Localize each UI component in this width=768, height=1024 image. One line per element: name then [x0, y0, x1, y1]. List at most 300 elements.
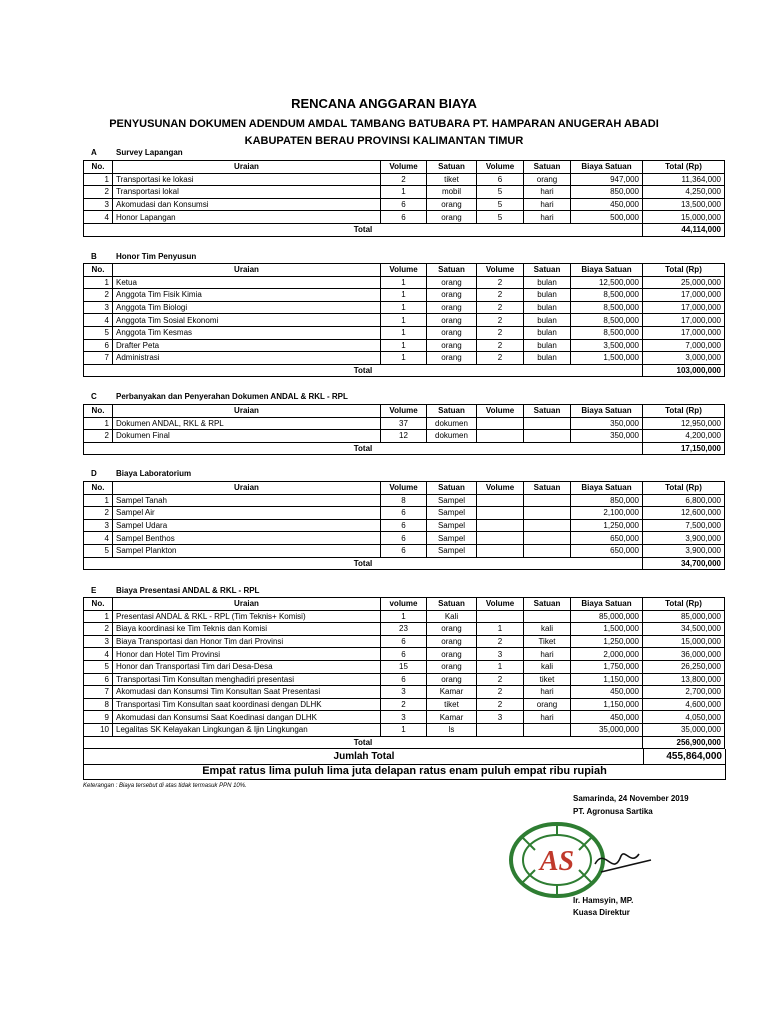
- table-row: [84, 648, 725, 661]
- document-subtitle-project: PENYUSUNAN DOKUMEN ADENDUM AMDAL TAMBANG BATUBARA PT. HAMPARAN ANUGERAH ABADI: [109, 118, 659, 130]
- table-cell: Dokumen Final: [113, 430, 381, 443]
- amount-in-words: Empat ratus lima puluh lima juta delapan ratus enam puluh empat ribu rupiah: [83, 764, 726, 780]
- table-cell: orang: [524, 698, 571, 711]
- table-cell: Sampel Benthos: [113, 532, 381, 545]
- table-row: [84, 635, 725, 648]
- table-cell: 1,500,000: [571, 623, 643, 636]
- table-cell: 6: [381, 673, 427, 686]
- table-cell: bulan: [524, 352, 571, 365]
- section-heading: [91, 252, 691, 262]
- column-header: Biaya Satuan: [571, 482, 643, 495]
- table-cell: 450,000: [571, 686, 643, 699]
- table-cell: 6: [84, 339, 113, 352]
- table-cell: Sampel: [427, 532, 477, 545]
- section-total-label: Total: [84, 442, 643, 455]
- column-header: Satuan: [524, 405, 571, 418]
- table-cell: 350,000: [571, 430, 643, 443]
- table-cell: 3,900,000: [643, 544, 725, 557]
- table-cell: Anggota Tim Biologi: [113, 301, 381, 314]
- table-cell: 1: [84, 494, 113, 507]
- table-cell: 85,000,000: [571, 610, 643, 623]
- table-cell: [524, 610, 571, 623]
- column-header: Total (Rp): [643, 482, 725, 495]
- budget-table: [83, 481, 725, 570]
- table-cell: 3: [477, 648, 524, 661]
- section-total-label: Total: [84, 223, 643, 236]
- table-cell: orang: [427, 623, 477, 636]
- section-title: Biaya Laboratorium: [116, 469, 192, 478]
- section-letter: A: [91, 148, 97, 157]
- table-cell: 13,800,000: [643, 673, 725, 686]
- table-cell: 5: [477, 198, 524, 211]
- table-cell: 650,000: [571, 532, 643, 545]
- table-cell: 15,000,000: [643, 211, 725, 224]
- section-total-value: 17,150,000: [643, 442, 725, 455]
- table-cell: 4: [84, 314, 113, 327]
- table-cell: 2: [381, 173, 427, 186]
- table-cell: 1: [381, 339, 427, 352]
- column-header: Uraian: [113, 161, 381, 174]
- table-cell: 7: [84, 352, 113, 365]
- table-row: [84, 173, 725, 186]
- table-cell: orang: [427, 301, 477, 314]
- table-row: [84, 301, 725, 314]
- table-row: [84, 289, 725, 302]
- table-cell: tiket: [427, 173, 477, 186]
- table-cell: 4,050,000: [643, 711, 725, 724]
- table-cell: orang: [427, 289, 477, 302]
- table-cell: Anggota Tim Sosial Ekonomi: [113, 314, 381, 327]
- table-cell: Dokumen ANDAL, RKL & RPL: [113, 417, 381, 430]
- table-cell: 1: [381, 723, 427, 736]
- table-cell: 350,000: [571, 417, 643, 430]
- table-cell: 34,500,000: [643, 623, 725, 636]
- table-cell: 8,500,000: [571, 314, 643, 327]
- column-header: Uraian: [113, 405, 381, 418]
- section-heading: [91, 586, 691, 596]
- section-title: Perbanyakan dan Penyerahan Dokumen ANDAL & RKL - RPL: [116, 392, 348, 401]
- table-cell: 8: [84, 698, 113, 711]
- table-row: [84, 544, 725, 557]
- table-cell: orang: [427, 326, 477, 339]
- column-header: Volume: [381, 264, 427, 277]
- column-header: Volume: [381, 161, 427, 174]
- column-header: Volume: [477, 405, 524, 418]
- table-cell: 13,500,000: [643, 198, 725, 211]
- table-cell: [477, 494, 524, 507]
- table-row: [84, 276, 725, 289]
- table-cell: 12,500,000: [571, 276, 643, 289]
- table-cell: 1: [84, 276, 113, 289]
- table-cell: 5: [84, 660, 113, 673]
- table-cell: Anggota Tim Fisik Kimia: [113, 289, 381, 302]
- table-cell: 3: [84, 301, 113, 314]
- table-cell: 3: [84, 635, 113, 648]
- table-cell: orang: [427, 211, 477, 224]
- table-cell: 2: [477, 698, 524, 711]
- table-header-row: [84, 405, 725, 418]
- table-cell: 35,000,000: [571, 723, 643, 736]
- column-header: No.: [84, 161, 113, 174]
- table-cell: 2,100,000: [571, 507, 643, 520]
- table-cell: [524, 507, 571, 520]
- table-cell: Transportasi lokal: [113, 186, 381, 199]
- table-cell: orang: [427, 198, 477, 211]
- table-row: [84, 430, 725, 443]
- table-cell: Ketua: [113, 276, 381, 289]
- section-total-row: [84, 736, 725, 749]
- table-row: [84, 211, 725, 224]
- table-cell: Honor dan Hotel Tim Provinsi: [113, 648, 381, 661]
- table-cell: 85,000,000: [643, 610, 725, 623]
- svg-text:AS: AS: [539, 846, 575, 877]
- budget-table: [83, 597, 725, 749]
- table-cell: 23: [381, 623, 427, 636]
- table-cell: 26,250,000: [643, 660, 725, 673]
- section-title: Survey Lapangan: [116, 148, 183, 157]
- grand-total-label: Jumlah Total: [333, 751, 395, 762]
- table-cell: orang: [427, 276, 477, 289]
- table-cell: 450,000: [571, 198, 643, 211]
- table-row: [84, 623, 725, 636]
- table-cell: Sampel: [427, 507, 477, 520]
- table-row: [84, 352, 725, 365]
- table-cell: Akomudasi dan Konsumsi: [113, 198, 381, 211]
- table-cell: Kamar: [427, 686, 477, 699]
- budget-table: [83, 263, 725, 377]
- table-cell: 4,200,000: [643, 430, 725, 443]
- section-total-value: 103,000,000: [643, 364, 725, 377]
- table-cell: 2: [84, 507, 113, 520]
- table-cell: 2: [477, 289, 524, 302]
- table-cell: 2: [84, 289, 113, 302]
- table-cell: hari: [524, 686, 571, 699]
- table-cell: 4,600,000: [643, 698, 725, 711]
- grand-total-value: 455,864,000: [643, 749, 725, 764]
- table-cell: 5: [84, 544, 113, 557]
- table-cell: 3,000,000: [643, 352, 725, 365]
- table-cell: bulan: [524, 339, 571, 352]
- table-row: [84, 698, 725, 711]
- table-cell: bulan: [524, 314, 571, 327]
- table-cell: 1,150,000: [571, 673, 643, 686]
- budget-table: [83, 160, 725, 237]
- table-row: [84, 519, 725, 532]
- table-cell: 6: [381, 532, 427, 545]
- table-cell: 4: [84, 211, 113, 224]
- section-total-row: [84, 364, 725, 377]
- table-cell: 2: [84, 623, 113, 636]
- table-cell: Drafter Peta: [113, 339, 381, 352]
- section-total-label: Total: [84, 736, 643, 749]
- table-row: [84, 198, 725, 211]
- table-cell: 5: [477, 211, 524, 224]
- table-cell: kali: [524, 623, 571, 636]
- column-header: Biaya Satuan: [571, 161, 643, 174]
- table-cell: 15,000,000: [643, 635, 725, 648]
- table-cell: 650,000: [571, 544, 643, 557]
- table-cell: 37: [381, 417, 427, 430]
- table-cell: [524, 494, 571, 507]
- table-cell: 3,900,000: [643, 532, 725, 545]
- table-row: [84, 314, 725, 327]
- table-row: [84, 673, 725, 686]
- table-cell: 25,000,000: [643, 276, 725, 289]
- table-cell: Kamar: [427, 711, 477, 724]
- table-cell: [524, 519, 571, 532]
- table-cell: Sampel Air: [113, 507, 381, 520]
- table-cell: 3,500,000: [571, 339, 643, 352]
- column-header: Volume: [477, 161, 524, 174]
- table-cell: 17,000,000: [643, 326, 725, 339]
- table-cell: Sampel Plankton: [113, 544, 381, 557]
- table-cell: orang: [524, 173, 571, 186]
- column-header: Biaya Satuan: [571, 405, 643, 418]
- column-header: Satuan: [524, 482, 571, 495]
- table-row: [84, 494, 725, 507]
- section-total-label: Total: [84, 557, 643, 570]
- table-header-row: [84, 598, 725, 611]
- column-header: Total (Rp): [643, 598, 725, 611]
- table-cell: hari: [524, 711, 571, 724]
- table-cell: 2: [477, 673, 524, 686]
- column-header: No.: [84, 405, 113, 418]
- signer-name: Ir. Hamsyin, MP.: [573, 896, 634, 905]
- table-cell: Presentasi ANDAL & RKL - RPL (Tim Teknis+ Komisi): [113, 610, 381, 623]
- table-cell: 6: [381, 544, 427, 557]
- table-cell: 2: [477, 686, 524, 699]
- table-cell: mobil: [427, 186, 477, 199]
- table-cell: 1: [381, 326, 427, 339]
- table-cell: [477, 723, 524, 736]
- table-cell: [524, 532, 571, 545]
- table-cell: orang: [427, 635, 477, 648]
- column-header: Satuan: [524, 264, 571, 277]
- table-cell: 2,700,000: [643, 686, 725, 699]
- column-header: No.: [84, 598, 113, 611]
- column-header: Volume: [477, 482, 524, 495]
- table-cell: Transportasi Tim Konsultan saat koordinasi dengan DLHK: [113, 698, 381, 711]
- table-cell: 5: [84, 326, 113, 339]
- table-cell: orang: [427, 352, 477, 365]
- column-header: Total (Rp): [643, 264, 725, 277]
- section-total-row: [84, 223, 725, 236]
- table-cell: 1: [381, 289, 427, 302]
- table-header-row: [84, 161, 725, 174]
- table-cell: 9: [84, 711, 113, 724]
- table-cell: 4: [84, 532, 113, 545]
- table-row: [84, 186, 725, 199]
- table-cell: 6: [381, 635, 427, 648]
- table-cell: 1: [381, 276, 427, 289]
- table-cell: 2: [477, 314, 524, 327]
- table-cell: 2: [477, 635, 524, 648]
- table-cell: Honor Lapangan: [113, 211, 381, 224]
- company-stamp-seal: [505, 818, 655, 903]
- table-cell: [477, 417, 524, 430]
- table-cell: 8,500,000: [571, 326, 643, 339]
- table-row: [84, 660, 725, 673]
- table-cell: 1,250,000: [571, 635, 643, 648]
- table-cell: dokumen: [427, 430, 477, 443]
- table-cell: 1: [84, 173, 113, 186]
- section-total-value: 34,700,000: [643, 557, 725, 570]
- table-cell: 12,950,000: [643, 417, 725, 430]
- signature-company: PT. Agronusa Sartika: [573, 807, 653, 816]
- table-cell: 35,000,000: [643, 723, 725, 736]
- table-cell: 2: [84, 186, 113, 199]
- section-total-row: [84, 557, 725, 570]
- table-cell: hari: [524, 648, 571, 661]
- grand-total-row: [83, 749, 726, 765]
- table-cell: bulan: [524, 276, 571, 289]
- table-cell: 10: [84, 723, 113, 736]
- table-cell: orang: [427, 314, 477, 327]
- table-cell: dokumen: [427, 417, 477, 430]
- table-cell: orang: [427, 648, 477, 661]
- column-header: Satuan: [427, 264, 477, 277]
- table-cell: 850,000: [571, 494, 643, 507]
- table-cell: 6: [381, 507, 427, 520]
- table-cell: 947,000: [571, 173, 643, 186]
- column-header: Satuan: [524, 161, 571, 174]
- table-cell: 2: [477, 339, 524, 352]
- column-header: Biaya Satuan: [571, 598, 643, 611]
- column-header: Volume: [477, 598, 524, 611]
- table-cell: 2: [477, 352, 524, 365]
- table-row: [84, 507, 725, 520]
- table-cell: 1: [84, 417, 113, 430]
- table-cell: 1,250,000: [571, 519, 643, 532]
- table-cell: 12: [381, 430, 427, 443]
- table-cell: Sampel: [427, 519, 477, 532]
- table-cell: orang: [427, 673, 477, 686]
- table-cell: Sampel Udara: [113, 519, 381, 532]
- table-cell: 2,000,000: [571, 648, 643, 661]
- table-cell: 17,000,000: [643, 314, 725, 327]
- column-header: Satuan: [427, 598, 477, 611]
- table-cell: 6: [477, 173, 524, 186]
- table-cell: 2: [84, 430, 113, 443]
- table-cell: 1: [381, 314, 427, 327]
- table-cell: 11,364,000: [643, 173, 725, 186]
- column-header: Satuan: [427, 482, 477, 495]
- table-cell: [477, 544, 524, 557]
- column-header: Satuan: [524, 598, 571, 611]
- table-cell: Transportasi ke lokasi: [113, 173, 381, 186]
- table-cell: [477, 532, 524, 545]
- section-title: Honor Tim Penyusun: [116, 252, 197, 261]
- table-cell: 2: [477, 301, 524, 314]
- column-header: Volume: [381, 405, 427, 418]
- table-cell: 1: [381, 186, 427, 199]
- table-cell: 8,500,000: [571, 289, 643, 302]
- table-cell: Akomudasi dan Konsumsi Tim Konsultan Saat Presentasi: [113, 686, 381, 699]
- table-cell: tiket: [524, 673, 571, 686]
- table-cell: Legalitas SK Kelayakan Lingkungan & Ijin Lingkungan: [113, 723, 381, 736]
- table-cell: 1: [381, 352, 427, 365]
- table-cell: 17,000,000: [643, 289, 725, 302]
- table-cell: orang: [427, 660, 477, 673]
- column-header: Uraian: [113, 264, 381, 277]
- table-cell: 8: [381, 494, 427, 507]
- table-cell: Tiket: [524, 635, 571, 648]
- table-cell: 7,500,000: [643, 519, 725, 532]
- table-cell: 6: [381, 519, 427, 532]
- section-heading: [91, 148, 691, 158]
- table-cell: 6: [84, 673, 113, 686]
- table-cell: 7,000,000: [643, 339, 725, 352]
- table-cell: [477, 610, 524, 623]
- table-cell: bulan: [524, 301, 571, 314]
- column-header: Volume: [477, 264, 524, 277]
- table-cell: 1: [381, 301, 427, 314]
- table-cell: 450,000: [571, 711, 643, 724]
- section-letter: B: [91, 252, 97, 261]
- table-cell: kali: [524, 660, 571, 673]
- table-cell: Transportasi Tim Konsultan menghadiri presentasi: [113, 673, 381, 686]
- table-cell: 12,600,000: [643, 507, 725, 520]
- table-row: [84, 610, 725, 623]
- table-cell: 6: [381, 648, 427, 661]
- section-total-value: 256,900,000: [643, 736, 725, 749]
- table-cell: 3: [84, 198, 113, 211]
- table-cell: Kali: [427, 610, 477, 623]
- section-letter: C: [91, 392, 97, 401]
- table-cell: 36,000,000: [643, 648, 725, 661]
- table-cell: [524, 430, 571, 443]
- table-header-row: [84, 482, 725, 495]
- footnote: Keterangan : Biaya tersebut di atas tidak termasuk PPN 10%.: [83, 783, 247, 789]
- table-cell: 6: [381, 211, 427, 224]
- column-header: Uraian: [113, 598, 381, 611]
- budget-table: [83, 404, 725, 455]
- document-title: RENCANA ANGGARAN BIAYA: [291, 96, 477, 111]
- document-subtitle-location: KABUPATEN BERAU PROVINSI KALIMANTAN TIMUR: [244, 135, 524, 147]
- section-title: Biaya Presentasi ANDAL & RKL - RPL: [116, 586, 260, 595]
- table-row: [84, 711, 725, 724]
- table-cell: Biaya Transportasi dan Honor Tim dari Provinsi: [113, 635, 381, 648]
- table-cell: 2: [477, 326, 524, 339]
- table-cell: 15: [381, 660, 427, 673]
- table-cell: [524, 544, 571, 557]
- table-cell: 500,000: [571, 211, 643, 224]
- table-cell: Sampel: [427, 494, 477, 507]
- table-cell: hari: [524, 211, 571, 224]
- column-header: No.: [84, 482, 113, 495]
- table-cell: 7: [84, 686, 113, 699]
- table-cell: 1,500,000: [571, 352, 643, 365]
- table-cell: Sampel Tanah: [113, 494, 381, 507]
- table-cell: 6: [381, 198, 427, 211]
- signer-position: Kuasa Direktur: [573, 908, 630, 917]
- table-cell: 1: [477, 660, 524, 673]
- table-header-row: [84, 264, 725, 277]
- table-cell: 3: [477, 711, 524, 724]
- table-cell: 4,250,000: [643, 186, 725, 199]
- table-cell: ls: [427, 723, 477, 736]
- table-cell: 8,500,000: [571, 301, 643, 314]
- section-letter: D: [91, 469, 97, 478]
- table-cell: hari: [524, 186, 571, 199]
- table-cell: 4: [84, 648, 113, 661]
- section-total-row: [84, 442, 725, 455]
- table-cell: hari: [524, 198, 571, 211]
- section-total-label: Total: [84, 364, 643, 377]
- table-cell: 850,000: [571, 186, 643, 199]
- table-cell: tiket: [427, 698, 477, 711]
- table-cell: 1: [381, 610, 427, 623]
